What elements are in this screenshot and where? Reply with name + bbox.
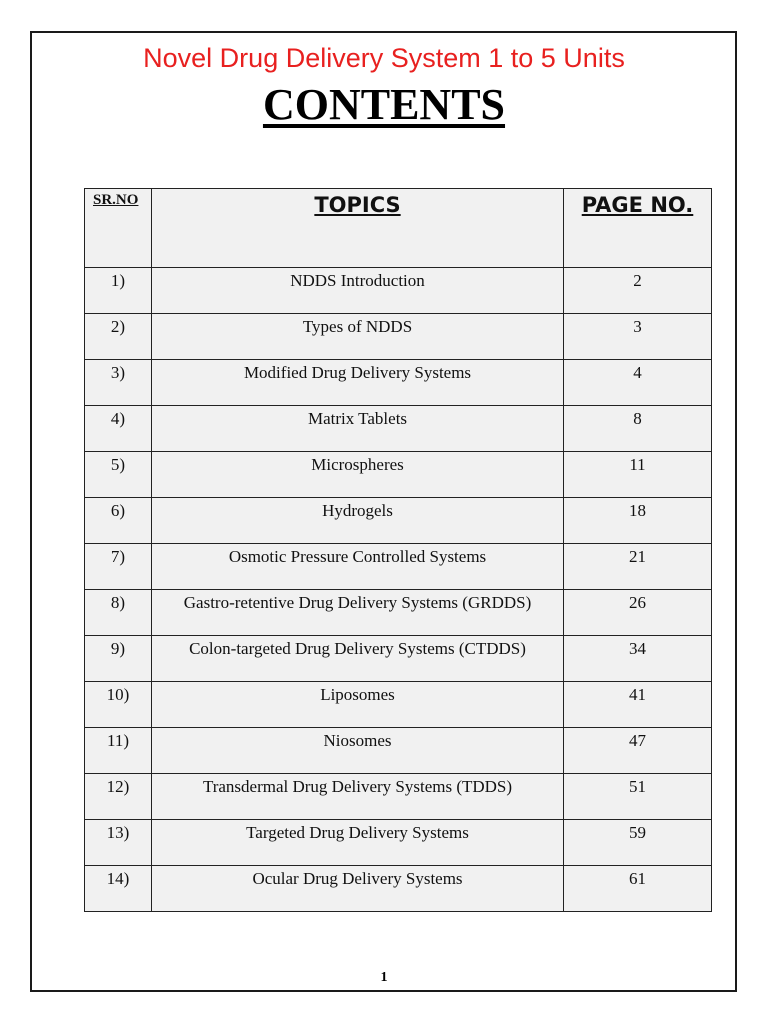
page-no-cell: 61 bbox=[564, 866, 712, 912]
table-row bbox=[85, 498, 712, 544]
sr-no-cell: 8) bbox=[85, 590, 152, 636]
table-row bbox=[85, 774, 712, 820]
topic-cell: Types of NDDS bbox=[152, 314, 564, 360]
page-no-cell: 11 bbox=[564, 452, 712, 498]
topic-cell: Niosomes bbox=[152, 728, 564, 774]
document-title: Novel Drug Delivery System 1 to 5 Units bbox=[143, 43, 625, 73]
page-no-cell: 3 bbox=[564, 314, 712, 360]
page-no-cell: 21 bbox=[564, 544, 712, 590]
sr-no-cell: 7) bbox=[85, 544, 152, 590]
table-row bbox=[85, 636, 712, 682]
page-no-cell: 26 bbox=[564, 590, 712, 636]
sr-no-cell: 3) bbox=[85, 360, 152, 406]
sr-no-cell: 10) bbox=[85, 682, 152, 728]
sr-no-cell: 2) bbox=[85, 314, 152, 360]
topic-cell: Hydrogels bbox=[152, 498, 564, 544]
page-no-cell: 34 bbox=[564, 636, 712, 682]
header-page-no: PAGE NO. bbox=[564, 189, 712, 268]
sr-no-cell: 1) bbox=[85, 268, 152, 314]
topic-cell: Liposomes bbox=[152, 682, 564, 728]
page-no-cell: 4 bbox=[564, 360, 712, 406]
topic-cell: Ocular Drug Delivery Systems bbox=[152, 866, 564, 912]
sr-no-cell: 13) bbox=[85, 820, 152, 866]
topic-cell: Matrix Tablets bbox=[152, 406, 564, 452]
table-row bbox=[85, 544, 712, 590]
header-sr-no: SR.NO bbox=[85, 189, 152, 268]
page-number: 1 bbox=[380, 970, 388, 985]
table-row bbox=[85, 682, 712, 728]
table-row bbox=[85, 866, 712, 912]
sr-no-cell: 4) bbox=[85, 406, 152, 452]
contents-heading: CONTENTS bbox=[262, 80, 506, 129]
topic-cell: Transdermal Drug Delivery Systems (TDDS) bbox=[152, 774, 564, 820]
topic-cell: NDDS Introduction bbox=[152, 268, 564, 314]
sr-no-cell: 5) bbox=[85, 452, 152, 498]
page-no-cell: 8 bbox=[564, 406, 712, 452]
table-row bbox=[85, 314, 712, 360]
sr-no-cell: 9) bbox=[85, 636, 152, 682]
table-row bbox=[85, 728, 712, 774]
table-row bbox=[85, 452, 712, 498]
topic-cell: Osmotic Pressure Controlled Systems bbox=[152, 544, 564, 590]
page-no-cell: 47 bbox=[564, 728, 712, 774]
table-row bbox=[85, 406, 712, 452]
topic-cell: Modified Drug Delivery Systems bbox=[152, 360, 564, 406]
table-row bbox=[85, 820, 712, 866]
header-topics: TOPICS bbox=[152, 189, 564, 268]
contents-table bbox=[84, 188, 712, 912]
page-no-cell: 2 bbox=[564, 268, 712, 314]
page-no-cell: 18 bbox=[564, 498, 712, 544]
sr-no-cell: 11) bbox=[85, 728, 152, 774]
topic-cell: Colon-targeted Drug Delivery Systems (CTDDS) bbox=[152, 636, 564, 682]
page-no-cell: 59 bbox=[564, 820, 712, 866]
table-body bbox=[85, 268, 712, 912]
topic-cell: Targeted Drug Delivery Systems bbox=[152, 820, 564, 866]
table-row bbox=[85, 268, 712, 314]
table-header-row bbox=[85, 189, 712, 268]
page-no-cell: 41 bbox=[564, 682, 712, 728]
sr-no-cell: 14) bbox=[85, 866, 152, 912]
sr-no-cell: 6) bbox=[85, 498, 152, 544]
topic-cell: Microspheres bbox=[152, 452, 564, 498]
table-row bbox=[85, 590, 712, 636]
table-row bbox=[85, 360, 712, 406]
topic-cell: Gastro-retentive Drug Delivery Systems (GRDDS) bbox=[152, 590, 564, 636]
sr-no-cell: 12) bbox=[85, 774, 152, 820]
page-no-cell: 51 bbox=[564, 774, 712, 820]
